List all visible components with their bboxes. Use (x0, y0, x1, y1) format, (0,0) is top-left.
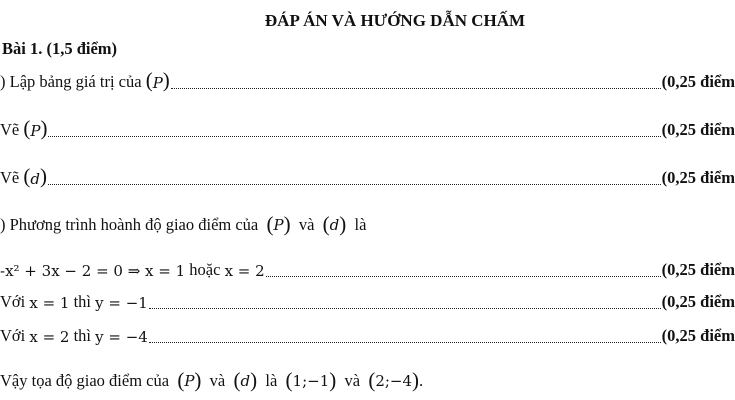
point-2: 2;−4 (375, 372, 413, 390)
score-label: (0,25 điểm (661, 168, 735, 187)
conclusion-text: Vậy tọa độ giao điểm của (0, 371, 170, 390)
dot-leader (48, 170, 661, 188)
part-b-text: ) Phương trình hoành độ giao điểm của (0, 215, 259, 234)
case-then: thì (73, 292, 92, 311)
conjunction: và (344, 371, 361, 390)
case-then: thì (73, 326, 92, 345)
row-text: Vẽ (0, 120, 20, 139)
equation-row (0, 258, 735, 280)
conjunction: và (298, 215, 315, 234)
case-condition: x = 2 (29, 328, 70, 346)
math-symbol: P (30, 122, 41, 140)
conclusion-is: là (265, 371, 278, 390)
answer-row-draw-p: Vẽ ( P ) (0,25 điểm (0, 116, 735, 140)
dot-leader (149, 294, 661, 312)
dot-leader (48, 122, 660, 140)
math-symbol: P (273, 216, 284, 234)
conclusion: Vậy tọa độ giao điểm của (P) và (d) là (1;−1) và (2;−4). (0, 368, 424, 392)
score-label: (0,25 điểm (661, 72, 735, 91)
page-title: ĐÁP ÁN VÀ HƯỚNG DẪN CHẤM (264, 11, 526, 30)
dot-leader (171, 74, 661, 92)
math-symbol: d (240, 372, 251, 390)
period: . (419, 371, 424, 390)
score-label: (0,25 điểm (661, 260, 735, 279)
case-row-1 (0, 290, 735, 312)
score-label: (0,25 điểm (661, 326, 735, 345)
math-symbol: P (184, 372, 195, 390)
case-condition: x = 1 (29, 294, 70, 312)
row-text: Vẽ (0, 168, 20, 187)
math-symbol: d (329, 216, 340, 234)
case-row-2 (0, 324, 735, 346)
score-label: (0,25 điểm (661, 120, 735, 139)
math-symbol: d (30, 170, 40, 188)
equation: -x² + 3x − 2 = 0 ⇒ x = 1 (0, 262, 186, 280)
case-result: y = −1 (95, 294, 148, 312)
equation-2: x = 2 (224, 262, 265, 280)
case-prefix: Với (0, 292, 26, 311)
conjunction: hoặc (189, 260, 221, 279)
point-1: 1;−1 (292, 372, 330, 390)
score-label: (0,25 điểm (661, 292, 735, 311)
case-prefix: Với (0, 326, 26, 345)
answer-row-table: ) Lập bảng giá trị của ( P ) (0,25 điểm (0, 68, 735, 92)
problem-heading: Bài 1. (1,5 điểm) (2, 39, 118, 58)
math-symbol: P (152, 74, 163, 92)
dot-leader (266, 262, 661, 280)
answer-row-draw-d: Vẽ ( d ) (0,25 điểm (0, 164, 735, 188)
case-result: y = −4 (95, 328, 148, 346)
part-b-suffix: là (354, 215, 367, 234)
dot-leader (149, 328, 661, 346)
part-b-statement: ) Phương trình hoành độ giao điểm của (P) và (d) là (0, 212, 367, 236)
row-text: ) Lập bảng giá trị của (0, 72, 142, 91)
conjunction: và (209, 371, 226, 390)
